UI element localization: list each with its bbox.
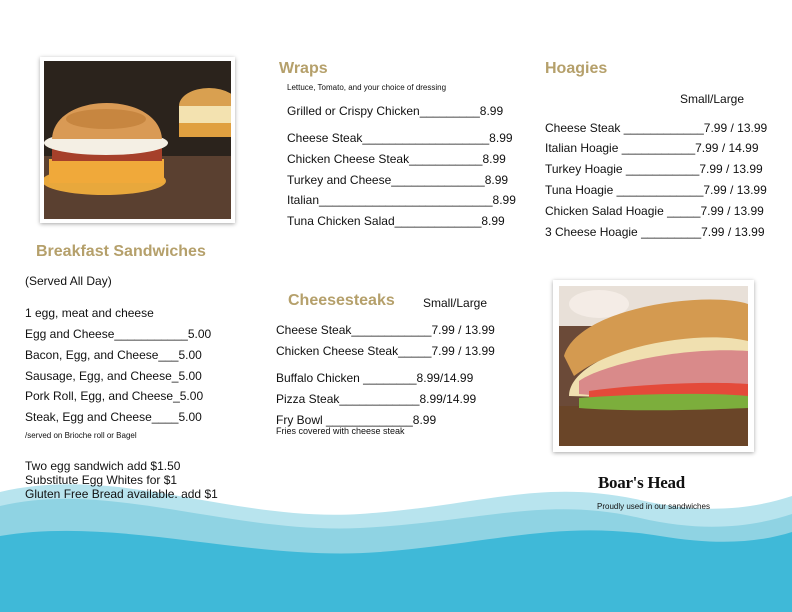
hoagies-title: Hoagies — [545, 60, 608, 77]
breakfast-sandwich-photo — [40, 57, 235, 223]
breakfast-extra: Gluten Free Bread available. add $1 — [25, 487, 218, 501]
fry-bowl-note: Fries covered with cheese steak — [276, 426, 405, 436]
hoagie-item: 3 Cheese Hoagie _________7.99 / 13.99 — [545, 225, 765, 239]
hoagies-size-label: Small/Large — [680, 92, 745, 106]
wrap-item: Tuna Chicken Salad_____________8.99 — [287, 214, 505, 228]
breakfast-intro: 1 egg, meat and cheese — [25, 306, 154, 320]
breakfast-item: Steak, Egg and Cheese____5.00 — [25, 410, 202, 424]
hoagie-item: Italian Hoagie ___________7.99 / 14.99 — [545, 141, 759, 155]
wraps-title: Wraps — [279, 60, 328, 77]
wrap-item: Grilled or Crispy Chicken_________8.99 — [287, 104, 504, 118]
cheesesteak-item: Pizza Steak____________8.99/14.99 — [276, 392, 477, 406]
brand-tagline: Proudly used in our sandwiches — [597, 502, 710, 511]
cheesesteaks-size-label: Small/Large — [423, 296, 488, 310]
breakfast-item: Pork Roll, Egg, and Cheese_5.00 — [25, 389, 204, 403]
breakfast-item: Sausage, Egg, and Cheese_5.00 — [25, 369, 202, 383]
breakfast-extra: Substitute Egg Whites for $1 — [25, 473, 178, 487]
cheesesteaks-title: Cheesesteaks — [288, 292, 395, 309]
breakfast-item: Bacon, Egg, and Cheese___5.00 — [25, 348, 202, 362]
boars-head-logo — [598, 473, 685, 493]
wrap-item: Italian__________________________8.99 — [287, 193, 516, 207]
cheesesteak-item: Chicken Cheese Steak_____7.99 / 13.99 — [276, 344, 495, 358]
wraps-subtitle: Lettuce, Tomato, and your choice of dressing — [287, 83, 447, 92]
breakfast-bread-note: /served on Brioche roll or Bagel — [25, 431, 137, 440]
breakfast-title: Breakfast Sandwiches — [36, 243, 206, 260]
hoagie-sandwich-photo — [553, 280, 754, 452]
hoagie-item: Cheese Steak ____________7.99 / 13.99 — [545, 121, 768, 135]
breakfast-served-note: (Served All Day) — [25, 274, 112, 288]
wrap-item: Chicken Cheese Steak___________8.99 — [287, 152, 506, 166]
cheesesteak-item: Cheese Steak____________7.99 / 13.99 — [276, 323, 495, 337]
hoagie-item: Turkey Hoagie ___________7.99 / 13.99 — [545, 162, 763, 176]
breakfast-item: Egg and Cheese___________5.00 — [25, 327, 212, 341]
wrap-item: Turkey and Cheese______________8.99 — [287, 173, 509, 187]
cheesesteak-item: Buffalo Chicken ________8.99/14.99 — [276, 371, 474, 385]
hoagie-item: Tuna Hoagie _____________7.99 / 13.99 — [545, 183, 767, 197]
hoagie-item: Chicken Salad Hoagie _____7.99 / 13.99 — [545, 204, 764, 218]
breakfast-extra: Two egg sandwich add $1.50 — [25, 459, 181, 473]
boars-head-logo-text: Boar's Head — [598, 473, 685, 492]
cheesesteak-item: Fry Bowl _____________8.99 — [276, 413, 437, 427]
wrap-item: Cheese Steak___________________8.99 — [287, 131, 513, 145]
